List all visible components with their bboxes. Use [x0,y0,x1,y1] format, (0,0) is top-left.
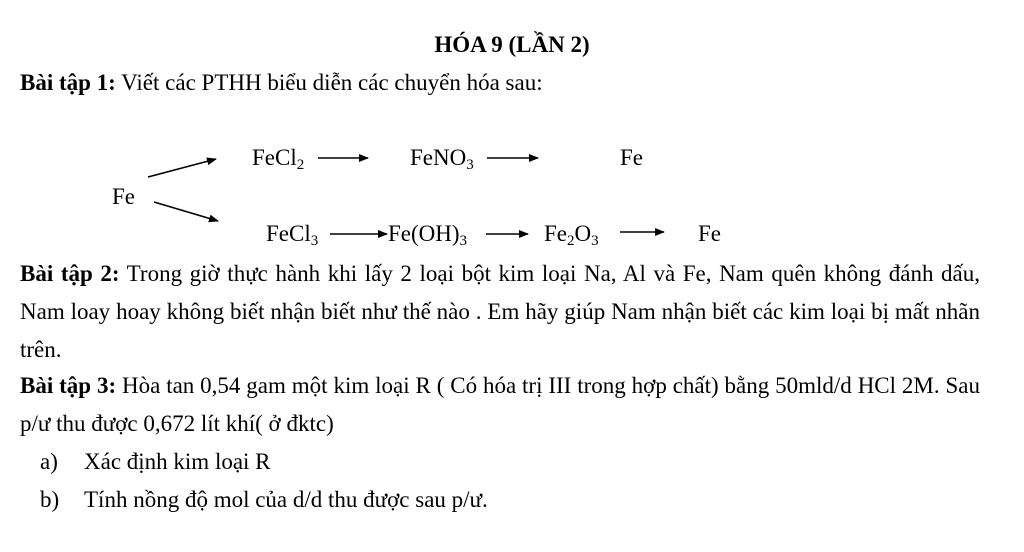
question-b-marker: b) [40,487,60,512]
document-title: HÓA 9 (LẦN 2) [434,32,590,57]
fe-bottom-end: Fe [698,221,721,246]
fe2o3-formula: $Fe_2O_3$ [544,221,599,249]
question-a [40,447,271,477]
question-b [40,485,488,515]
question-a-text: Xác định kim loại R [84,449,271,474]
question-a-marker: a) [40,449,58,474]
exercise-3-label: Bài tập 3: [20,373,117,398]
exercise-1-text: Viết các PTHH biểu diễn các chuyển hóa sau: [115,70,543,95]
exercise-2 [20,255,980,369]
fe-start: Fe [112,184,135,209]
fe-top-end: Fe [620,145,643,170]
fecl2-formula: FeCl$_2$ [252,145,305,173]
fecl3-formula: FeCl$_3$ [266,221,319,249]
exercise-3 [20,367,980,443]
exercise-2-label: Bài tập 2: [20,261,120,286]
arrow-fe-to-fecl3 [154,202,218,221]
feno3-formula: FeNO$_3$ [410,145,474,173]
question-b-text: Tính nồng độ mol của d/d thu được sau p/ư. [84,487,488,512]
exercise-3-text: Hòa tan 0,54 gam một kim loại R ( Có hóa trị III trong hợp chất) bằng 50mld/d HCl 2M. Sau p/ư thu được 0,672 lít khí( ở đktc) [20,373,980,436]
exercise-2-text: Trong giờ thực hành khi lấy 2 loại bột kim loại Na, Al và Fe, Nam quên không đánh dấu, Nam loay hoay không biết nhận biết như thế nào . Em hãy giúp Nam nhận biết các kim loại bị mất nhãn trên. [20,261,980,362]
arrow-fe-to-fecl2 [148,159,216,177]
exercise-1-label: Bài tập 1: [20,70,116,95]
feoh3-formula: $Fe(OH)_3$ [388,221,468,249]
